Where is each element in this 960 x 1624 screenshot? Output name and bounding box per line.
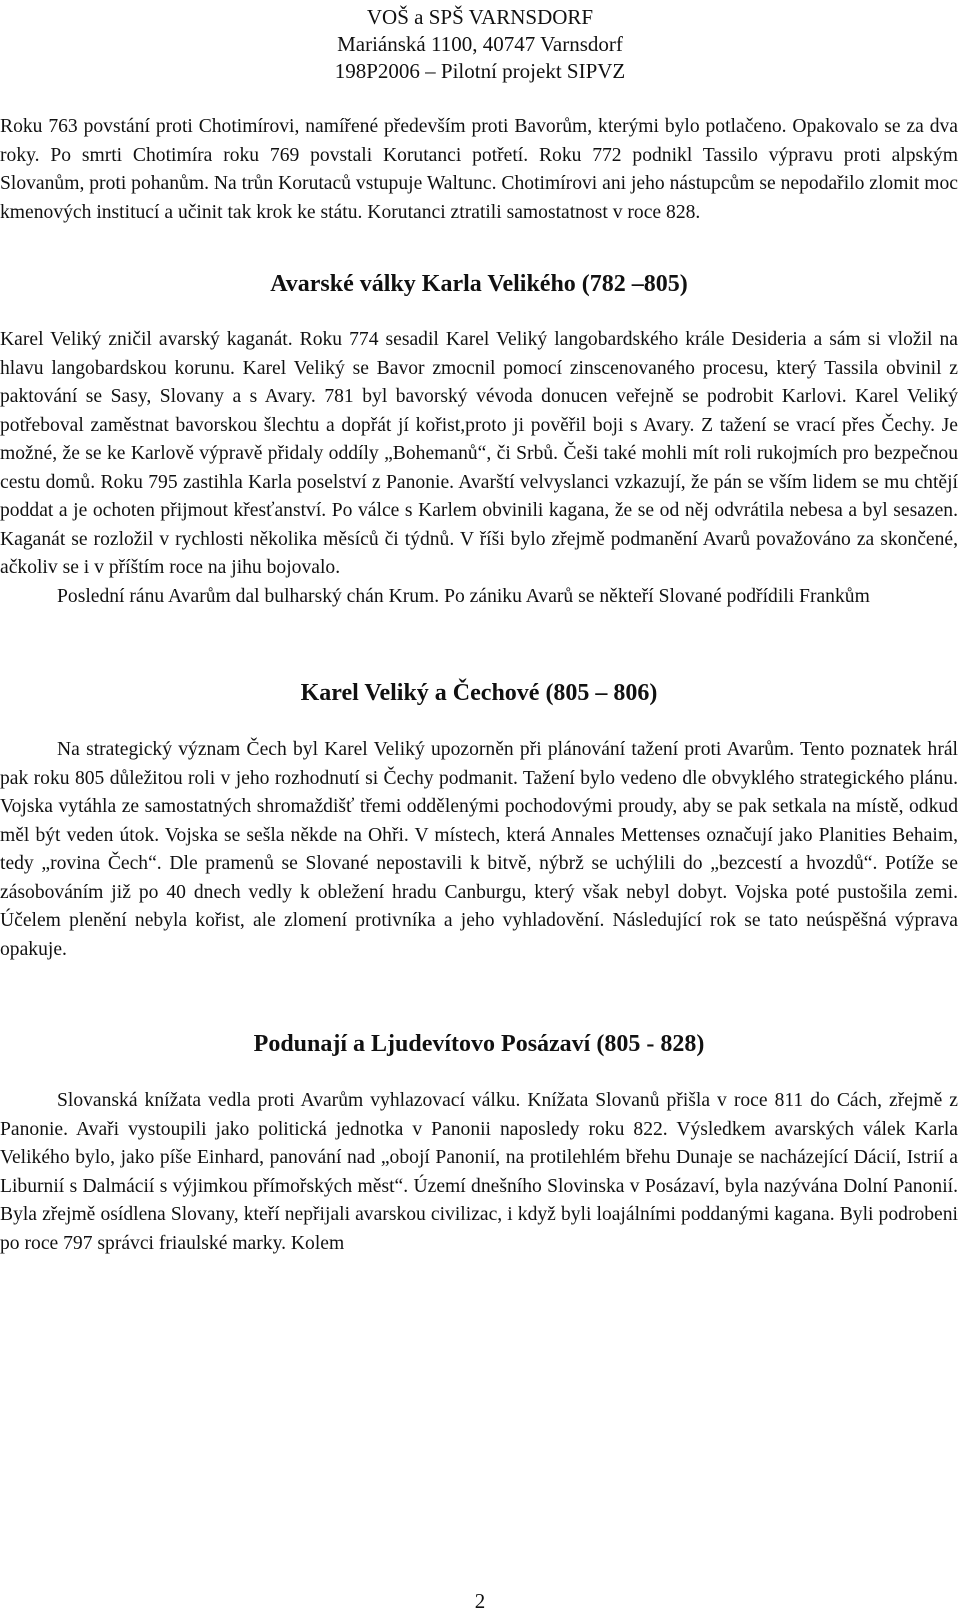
section-heading-karel-a-cechove: Karel Veliký a Čechové (805 – 806) bbox=[300, 680, 658, 706]
page-header bbox=[0, 4, 960, 85]
page-number: 2 bbox=[474, 1589, 486, 1613]
paragraph-avarske-valky-1: Karel Veliký zničil avarský kaganát. Roku 774 sesadil Karel Veliký langobardského krále Desideria a sám si vložil na hlavu langobardskou korunu. Karel Veliký se Bavor zmocnil pomocí zinscenovaného procesu, který Tassila obvinil z paktování se Sasy, Slovany a s Avary. 781 byl bavorský vévoda donucen veřejně se podrobit Karlovi. Karel Veliký potřeboval zaměstnat bavorskou šlechtu a dopřát jí kořist,proto ji pověřil boji s Avary. Z tažení se vrací přes Čechy. Je možné, že se ke Karlově výpravě přidaly oddíly „Bohemanů“, či Srbů. Češi také mohli mít roli rukojmích pro bezpečnou cestu domů. Roku 795 zastihla Karla poselství z Panonie. Avarští velvyslanci vzkazují, že pán se vším lidem se mu chtějí poddat a je ochoten přijmout křesťanství. Po válce s Karlem obvinili kagana, že se od něj odvrátila nebesa a byl sesazen. Kaganát se rozložil v rychlosti několika měsíců či týdnů. V říši bylo zřejmě podmanění Avarů považováno za skončené, ačkoliv se i v příštím roce na jihu bojovalo. bbox=[0, 329, 958, 578]
section-heading-podunaji: Podunají a Ljudevítovo Posázaví (805 - 828) bbox=[253, 1031, 705, 1057]
paragraph-podunaji: Slovanská knížata vedla proti Avarům vyhlazovací válku. Knížata Slovanů přišla v roce 811 do Cách, zřejmě z Panonie. Avaři vystoupili jako politická jednotka v Panonii naposledy roku 822. Výsledkem avarských válek Karla Velikého bylo, jako píše Einhard, panování nad „obojí Panonií, na protilehlém břehu Dunaje se nacházející Dácií, Istrií a Liburnií s Dalmácií s výjimkou přímořských měst“. Území dnešního Slovinska v Posázaví, byla nazývána Dolní Panonií. Byla zřejmě osídlena Slovany, kteří nepřijali avarskou civilizac, i když byli loajálními poddanými kagana. Byli podrobeni po roce 797 správci friaulské marky. Kolem bbox=[0, 1090, 958, 1254]
header-project: 198P2006 – Pilotní projekt SIPVZ bbox=[334, 59, 626, 83]
header-address: Mariánská 1100, 40747 Varnsdorf bbox=[337, 32, 623, 56]
paragraph-karel-a-cechove: Na strategický význam Čech byl Karel Veliký upozorněn při plánování tažení proti Avarům. Tento poznatek hrál pak roku 805 důležitou roli v jeho rozhodnutí si Čechy podmanit. Tažení bylo vedeno dle obvyklého strategického plánu. Vojska vytáhla ze samostatných shromaždišť třemi oddělenými pochodovými proudy, aby se pak setkala na místě, odkud měl být veden útok. Vojska se sešla někde na Ohři. V místech, která Annales Mettenses označují jako Planities Behaim, tedy „rovina Čech“. Dle pramenů se Slované nepostavili k bitvě, nýbrž se uchýlili do „bezcestí a hvozdů“. Potíže se zásobováním již po 40 dnech vedly k obležení hradu Canburgu, který však nebyl dobyt. Vojska poté pustošila zemi. Účelem plenění nebyla kořist, ale zlomení protivníka a jeho vyhladovění. Následující rok se tato neúspěšná výprava opakuje. bbox=[0, 739, 958, 960]
document-body bbox=[0, 113, 958, 1258]
intro-paragraph: Roku 763 povstání proti Chotimírovi, namířené především proti Bavorům, kterými bylo potlačeno. Opakovalo se za dva roky. Po smrti Chotimíra roku 769 povstali Korutanci potřetí. Roku 772 podnikl Tassilo výpravu proti alpským Slovanům, proti pohanům. Na trůn Korutaců vstupuje Waltunc. Chotimírovi ani jeho nástupcům se nepodařilo zlomit moc kmenových institucí a učinit tak krok ke státu. Korutanci ztratili samostatnost v roce 828. bbox=[0, 116, 958, 223]
header-school: VOŠ a SPŠ VARNSDORF bbox=[366, 5, 594, 29]
section-heading-avarske-valky: Avarské války Karla Velikého (782 –805) bbox=[270, 271, 688, 297]
paragraph-avarske-valky-2: Poslední ránu Avarům dal bulharský chán Krum. Po zániku Avarů se někteří Slované podřídili Frankům bbox=[57, 585, 870, 607]
